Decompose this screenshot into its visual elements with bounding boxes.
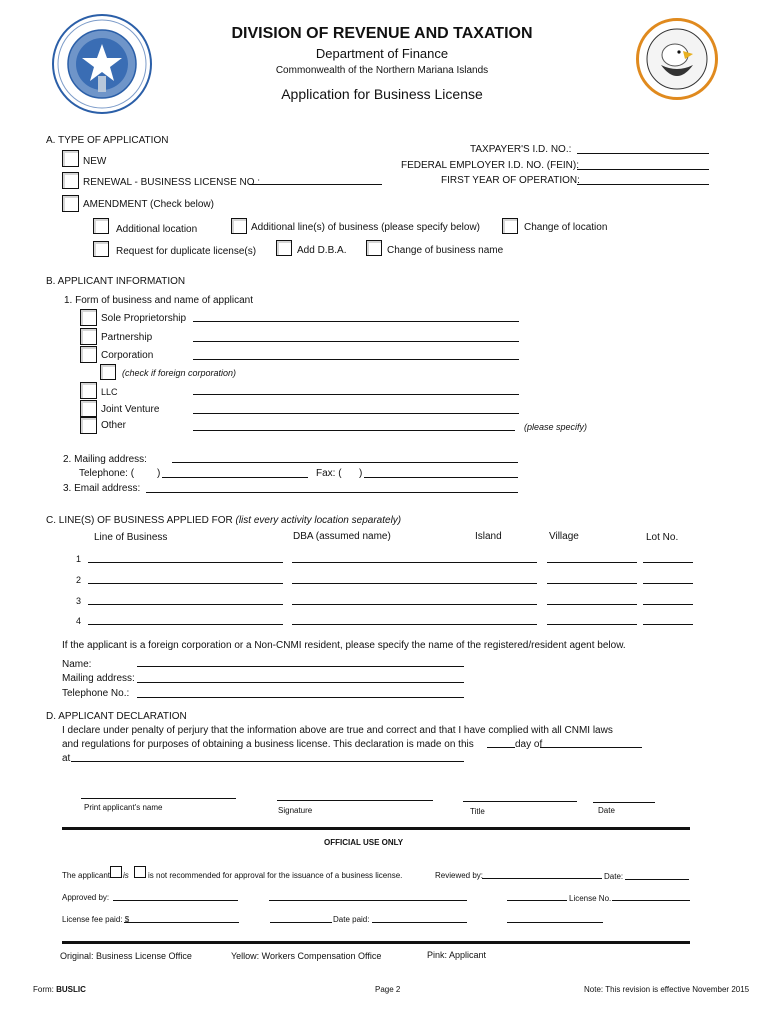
agent-name-field[interactable] <box>137 666 464 667</box>
change-location-checkbox[interactable] <box>502 218 518 234</box>
add-dba-label: Add D.B.A. <box>297 245 347 256</box>
sole-proprietorship-label: Sole Proprietorship <box>101 313 187 324</box>
license-no-field[interactable] <box>612 900 690 901</box>
form-code-value: BUSLIC <box>56 985 86 994</box>
department-name: Department of Finance <box>315 46 449 61</box>
foreign-corporation-checkbox[interactable] <box>100 364 116 380</box>
form-title: Application for Business License <box>281 86 483 102</box>
section-d-title: D. APPLICANT DECLARATION <box>46 711 187 722</box>
row-number: 2 <box>76 575 82 585</box>
dba-field[interactable] <box>292 624 537 625</box>
fee-paid-field-2[interactable] <box>270 922 332 923</box>
col-island: Island <box>475 531 502 542</box>
applicant-label: The applicant <box>62 871 111 880</box>
corporation-checkbox[interactable] <box>80 346 97 363</box>
corporation-label: Corporation <box>101 350 154 361</box>
not-recommended-checkbox[interactable] <box>134 866 146 878</box>
agent-mailing-label: Mailing address: <box>62 673 135 684</box>
lot-no-field[interactable] <box>643 562 693 563</box>
form-code-label: Form: <box>33 985 54 994</box>
form-of-business-label: 1. Form of business and name of applicant <box>64 295 253 306</box>
declaration-at-label: at <box>62 753 71 764</box>
llc-checkbox[interactable] <box>80 382 97 399</box>
fee-paid-label: License fee paid: $ <box>62 915 130 924</box>
dba-field[interactable] <box>292 562 537 563</box>
amendment-label: AMENDMENT (Check below) <box>83 199 214 210</box>
date-paid-field[interactable] <box>372 922 467 923</box>
renewal-label: RENEWAL - BUSINESS LICENSE NO.: <box>83 177 261 188</box>
line-of-business-field[interactable] <box>88 624 283 625</box>
approved-by-label: Approved by: <box>62 893 110 902</box>
declaration-place-field[interactable] <box>71 761 464 762</box>
add-dba-checkbox[interactable] <box>276 240 292 256</box>
email-label: 3. Email address: <box>63 483 141 494</box>
partnership-checkbox[interactable] <box>80 328 97 345</box>
date-field[interactable] <box>593 802 655 803</box>
other-checkbox[interactable] <box>80 417 97 434</box>
copy-original: Original: Business License Office <box>60 951 192 961</box>
taxpayer-id-label: TAXPAYER'S I.D. NO.: <box>470 144 572 155</box>
page-title: DIVISION OF REVENUE AND TAXATION <box>231 25 533 42</box>
col-line-of-business: Line of Business <box>94 532 168 543</box>
fein-label: FEDERAL EMPLOYER I.D. NO. (FEIN): <box>401 160 579 171</box>
mailing-address-field[interactable] <box>172 462 518 463</box>
review-date-label: Date: <box>604 872 624 881</box>
island-field[interactable] <box>547 604 637 605</box>
additional-lines-label: Additional line(s) of business (please specify below) <box>251 222 481 233</box>
telephone-label: Telephone: ( <box>79 468 135 479</box>
signature-field[interactable] <box>277 800 433 801</box>
revision-note: Note: This revision is effective November 2015 <box>584 985 750 994</box>
lot-no-field[interactable] <box>643 604 693 605</box>
approved-by-field-3[interactable] <box>507 900 567 901</box>
taxpayer-id-field[interactable] <box>577 153 709 154</box>
additional-location-checkbox[interactable] <box>93 218 109 234</box>
first-year-label: FIRST YEAR OF OPERATION: <box>441 175 580 186</box>
row-number: 4 <box>76 616 82 626</box>
print-name-field[interactable] <box>81 798 236 799</box>
date-label: Date <box>598 806 615 815</box>
section-a-title: A. TYPE OF APPLICATION <box>46 135 169 146</box>
row-number: 1 <box>76 554 82 564</box>
official-divider-top <box>62 827 690 830</box>
page-number: Page 2 <box>375 985 401 994</box>
col-lot-no: Lot No. <box>646 532 679 543</box>
agent-telephone-field[interactable] <box>137 697 464 698</box>
agent-mailing-field[interactable] <box>137 682 464 683</box>
llc-label: LLC <box>101 387 118 397</box>
fax-field[interactable] <box>364 477 518 478</box>
col-village: Village <box>549 531 579 542</box>
col-dba: DBA (assumed name) <box>293 531 391 542</box>
joint-venture-label: Joint Venture <box>101 404 160 415</box>
mailing-address-label: 2. Mailing address: <box>63 454 147 465</box>
llc-name-field[interactable] <box>193 394 519 395</box>
title-label: Title <box>470 807 485 816</box>
fee-paid-field[interactable] <box>124 922 239 923</box>
declaration-line-2: and regulations for purposes of obtaining a business license. This declaration is made on this <box>62 739 474 750</box>
foreign-corporation-label: (check if foreign corporation) <box>122 368 237 378</box>
island-field[interactable] <box>547 624 637 625</box>
date-paid-label: Date paid: <box>333 915 370 924</box>
approved-by-field-2[interactable] <box>269 900 467 901</box>
telephone-field[interactable] <box>162 477 308 478</box>
title-field[interactable] <box>463 801 577 802</box>
dba-field[interactable] <box>292 604 537 605</box>
duplicate-license-label: Request for duplicate license(s) <box>116 246 257 257</box>
line-of-business-field[interactable] <box>88 583 283 584</box>
dba-field[interactable] <box>292 583 537 584</box>
reviewed-by-field[interactable] <box>482 878 602 879</box>
declaration-line-1: I declare under penalty of perjury that the information above are true and correct and that I have complied with all CNMI laws <box>62 725 613 736</box>
new-checkbox[interactable] <box>62 150 79 167</box>
section-b-title: B. APPLICANT INFORMATION <box>46 276 186 287</box>
commonwealth-name: Commonwealth of the Northern Mariana Islands <box>275 65 489 76</box>
print-name-label: Print applicant's name <box>84 803 163 812</box>
agent-telephone-label: Telephone No.: <box>62 688 130 699</box>
official-divider-bottom <box>62 941 690 944</box>
renewal-license-no-field[interactable] <box>249 184 382 185</box>
additional-lines-checkbox[interactable] <box>231 218 247 234</box>
section-c-title-note: (list every activity location separately) <box>235 515 402 526</box>
form-code <box>33 985 86 994</box>
sole-proprietorship-checkbox[interactable] <box>80 309 97 326</box>
declaration-month-field[interactable] <box>540 747 642 748</box>
section-c-title-text: C. LINE(S) OF BUSINESS APPLIED FOR <box>46 515 233 526</box>
fax-close-paren: ) <box>359 468 363 479</box>
agent-note: If the applicant is a foreign corporation or a Non-CNMI resident, please specify the name of the registered/resident agent below. <box>62 640 626 651</box>
review-date-field[interactable] <box>625 879 689 880</box>
section-c-title <box>46 515 401 526</box>
sole-proprietorship-name-field[interactable] <box>193 321 519 322</box>
duplicate-license-checkbox[interactable] <box>93 241 109 257</box>
island-field[interactable] <box>547 562 637 563</box>
island-field[interactable] <box>547 583 637 584</box>
change-location-label: Change of location <box>524 222 608 233</box>
other-label: Other <box>101 420 127 431</box>
renewal-checkbox[interactable] <box>62 172 79 189</box>
change-name-checkbox[interactable] <box>366 240 382 256</box>
date-paid-field-2[interactable] <box>507 922 603 923</box>
partnership-name-field[interactable] <box>193 341 519 342</box>
lot-no-field[interactable] <box>643 583 693 584</box>
change-name-label: Change of business name <box>387 245 504 256</box>
fein-field[interactable] <box>577 169 709 170</box>
line-of-business-field[interactable] <box>88 604 283 605</box>
copy-yellow: Yellow: Workers Compensation Office <box>231 951 382 961</box>
partnership-label: Partnership <box>101 332 153 343</box>
please-specify-note: (please specify) <box>524 422 588 432</box>
license-no-label: License No. <box>569 894 612 903</box>
official-use-title: OFFICIAL USE ONLY <box>324 838 404 847</box>
recommended-checkbox[interactable] <box>110 866 122 878</box>
amendment-checkbox[interactable] <box>62 195 79 212</box>
is-label: is <box>123 871 129 880</box>
reviewed-by-label: Reviewed by: <box>435 871 484 880</box>
first-year-field[interactable] <box>577 184 709 185</box>
not-recommended-label: is not recommended for approval for the issuance of a business license. <box>148 871 403 880</box>
approved-by-field-1[interactable] <box>113 900 238 901</box>
corporation-name-field[interactable] <box>193 359 519 360</box>
line-of-business-field[interactable] <box>88 562 283 563</box>
joint-venture-checkbox[interactable] <box>80 400 97 417</box>
additional-location-label: Additional location <box>116 224 198 235</box>
declaration-day-of-label: day of <box>515 739 543 750</box>
other-name-field[interactable] <box>193 430 515 431</box>
agent-name-label: Name: <box>62 659 92 670</box>
signature-label: Signature <box>278 806 313 815</box>
telephone-close-paren: ) <box>157 468 161 479</box>
joint-venture-name-field[interactable] <box>193 413 519 414</box>
fax-label: Fax: ( <box>316 468 342 479</box>
copy-pink: Pink: Applicant <box>427 950 487 960</box>
email-field[interactable] <box>146 492 518 493</box>
row-number: 3 <box>76 596 82 606</box>
lot-no-field[interactable] <box>643 624 693 625</box>
declaration-day-field[interactable] <box>487 747 515 748</box>
new-label: NEW <box>83 156 107 167</box>
